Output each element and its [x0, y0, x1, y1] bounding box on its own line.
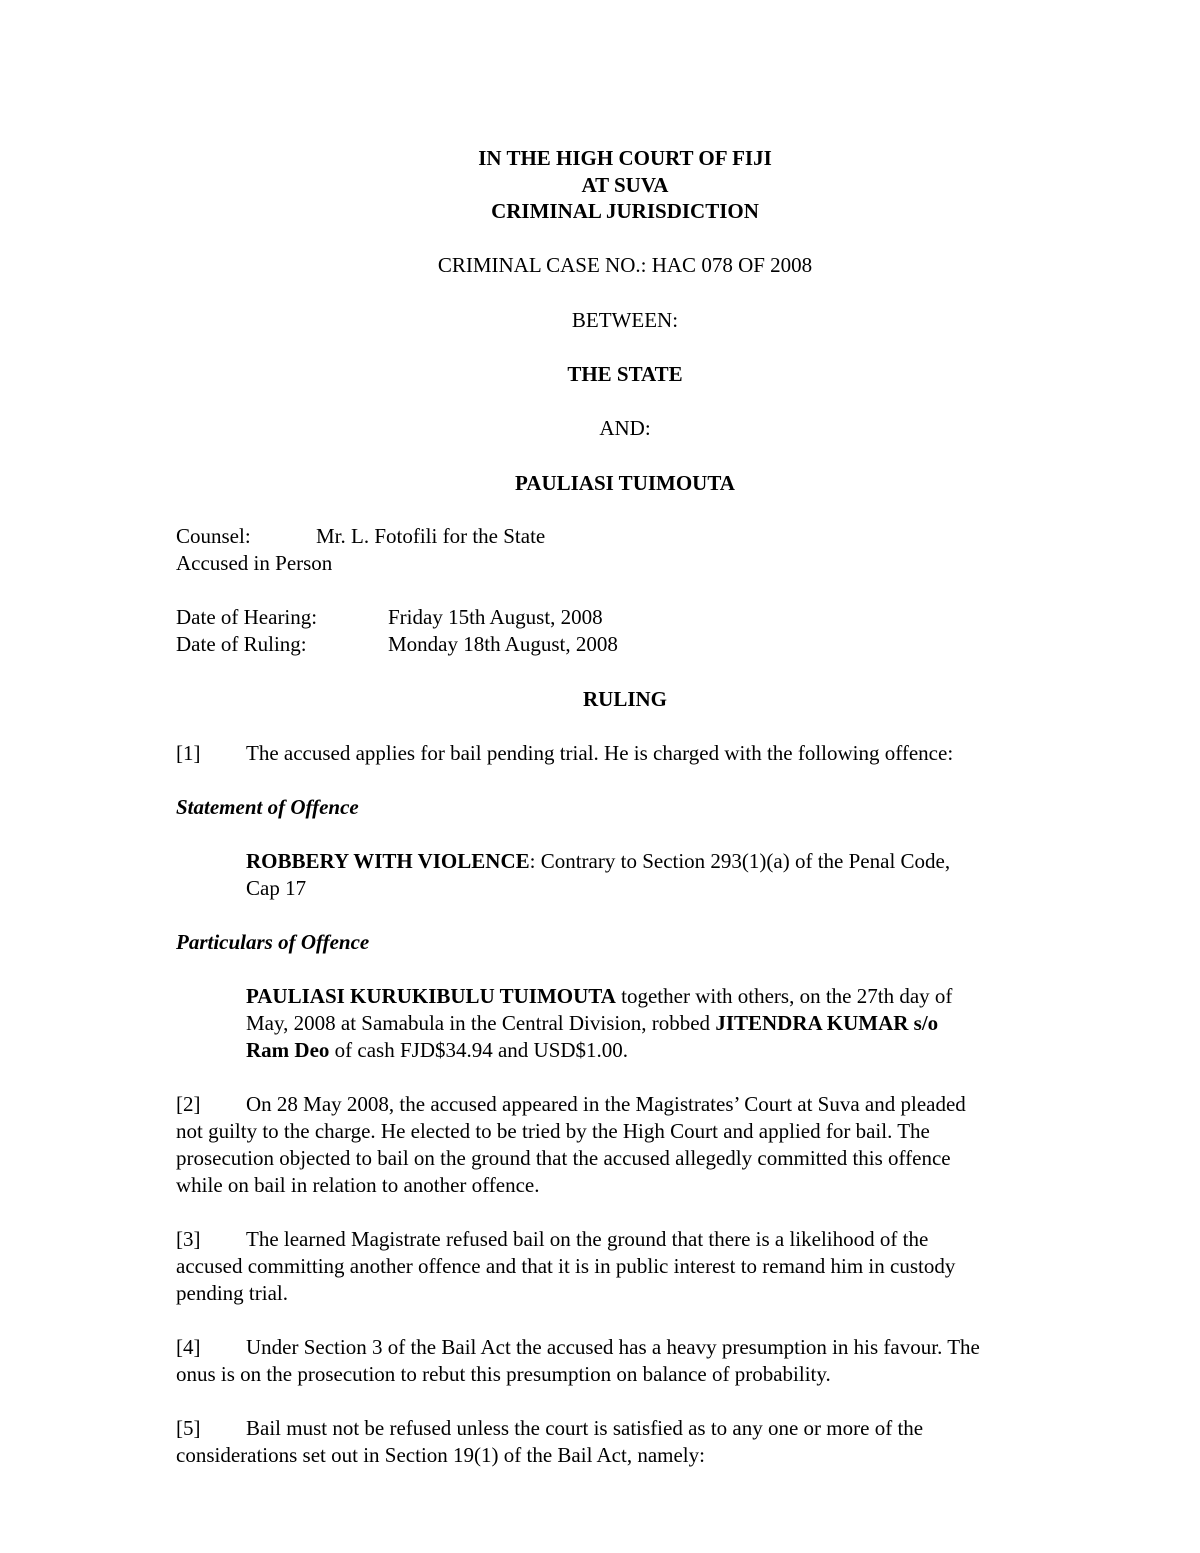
ruling-date-value: Monday 18th August, 2008 [388, 632, 618, 656]
court-name: IN THE HIGH COURT OF FIJI [478, 146, 772, 170]
particulars-line-1-rest: together with others, on the 27th day of [615, 984, 953, 1008]
particulars-line-2-start: May, 2008 at Samabula in the Central Division, robbed [246, 1011, 716, 1035]
offence-section: : Contrary to Section 293(1)(a) of the Penal Code, [529, 849, 951, 873]
accused-full-name: PAULIASI KURUKIBULU TUIMOUTA [246, 984, 616, 1008]
para-2-line-2: not guilty to the charge. He elected to be tried by the High Court and applied for bail. The [176, 1119, 930, 1143]
offence-name: ROBBERY WITH VIOLENCE [246, 849, 530, 873]
particulars-line-3 [246, 1037, 628, 1064]
para-2-line-4: while on bail in relation to another offence. [176, 1173, 540, 1197]
para-4-line-2: onus is on the prosecution to rebut this presumption on balance of probability. [176, 1362, 831, 1386]
para-5-line-2: considerations set out in Section 19(1) of the Bail Act, namely: [176, 1443, 705, 1467]
particulars-heading: Particulars of Offence [176, 930, 370, 954]
para-4-number: [4] [176, 1335, 201, 1359]
para-4-line-1: Under Section 3 of the Bail Act the accused has a heavy presumption in his favour. The [246, 1335, 980, 1359]
ruling-date-label: Date of Ruling: [176, 632, 307, 656]
statement-line-1 [246, 848, 950, 875]
victim-name: JITENDRA KUMAR s/o [715, 1011, 939, 1035]
particulars-line-2 [246, 1010, 938, 1037]
para-3-line-2: accused committing another offence and that it is in public interest to remand him in custody [176, 1254, 956, 1278]
para-5-line-1: Bail must not be refused unless the court is satisfied as to any one or more of the [246, 1416, 924, 1440]
para-2-line-1: On 28 May 2008, the accused appeared in the Magistrates’ Court at Suva and pleaded [246, 1092, 966, 1116]
particulars-line-3-rest: of cash FJD$34.94 and USD$1.00. [329, 1038, 629, 1062]
accused-in-person: Accused in Person [176, 551, 333, 575]
hearing-date-label: Date of Hearing: [176, 605, 318, 629]
victim-father: Ram Deo [246, 1038, 330, 1062]
counsel-value: Mr. L. Fotofili for the State [316, 524, 546, 548]
para-1-text: The accused applies for bail pending trial. He is charged with the following offence: [246, 741, 954, 765]
court-location: AT SUVA [581, 173, 669, 197]
para-3-line-1: The learned Magistrate refused bail on the ground that there is a likelihood of the [246, 1227, 929, 1251]
case-number: CRIMINAL CASE NO.: HAC 078 OF 2008 [437, 253, 813, 277]
and-label: AND: [599, 416, 651, 440]
party-accused: PAULIASI TUIMOUTA [515, 471, 735, 495]
statement-line-2: Cap 17 [246, 876, 307, 900]
hearing-date-value: Friday 15th August, 2008 [388, 605, 603, 629]
between-label: BETWEEN: [571, 308, 679, 332]
party-state: THE STATE [567, 362, 683, 386]
counsel-label: Counsel: [176, 524, 251, 548]
para-1-number: [1] [176, 741, 201, 765]
court-jurisdiction: CRIMINAL JURISDICTION [491, 199, 759, 223]
para-5-number: [5] [176, 1416, 201, 1440]
para-2-line-3: prosecution objected to bail on the ground that the accused allegedly committed this offence [176, 1146, 951, 1170]
para-2-number: [2] [176, 1092, 201, 1116]
statement-heading: Statement of Offence [176, 795, 359, 819]
para-3-line-3: pending trial. [176, 1281, 288, 1305]
para-3-number: [3] [176, 1227, 201, 1251]
particulars-line-1 [246, 983, 952, 1010]
ruling-title: RULING [582, 687, 667, 711]
